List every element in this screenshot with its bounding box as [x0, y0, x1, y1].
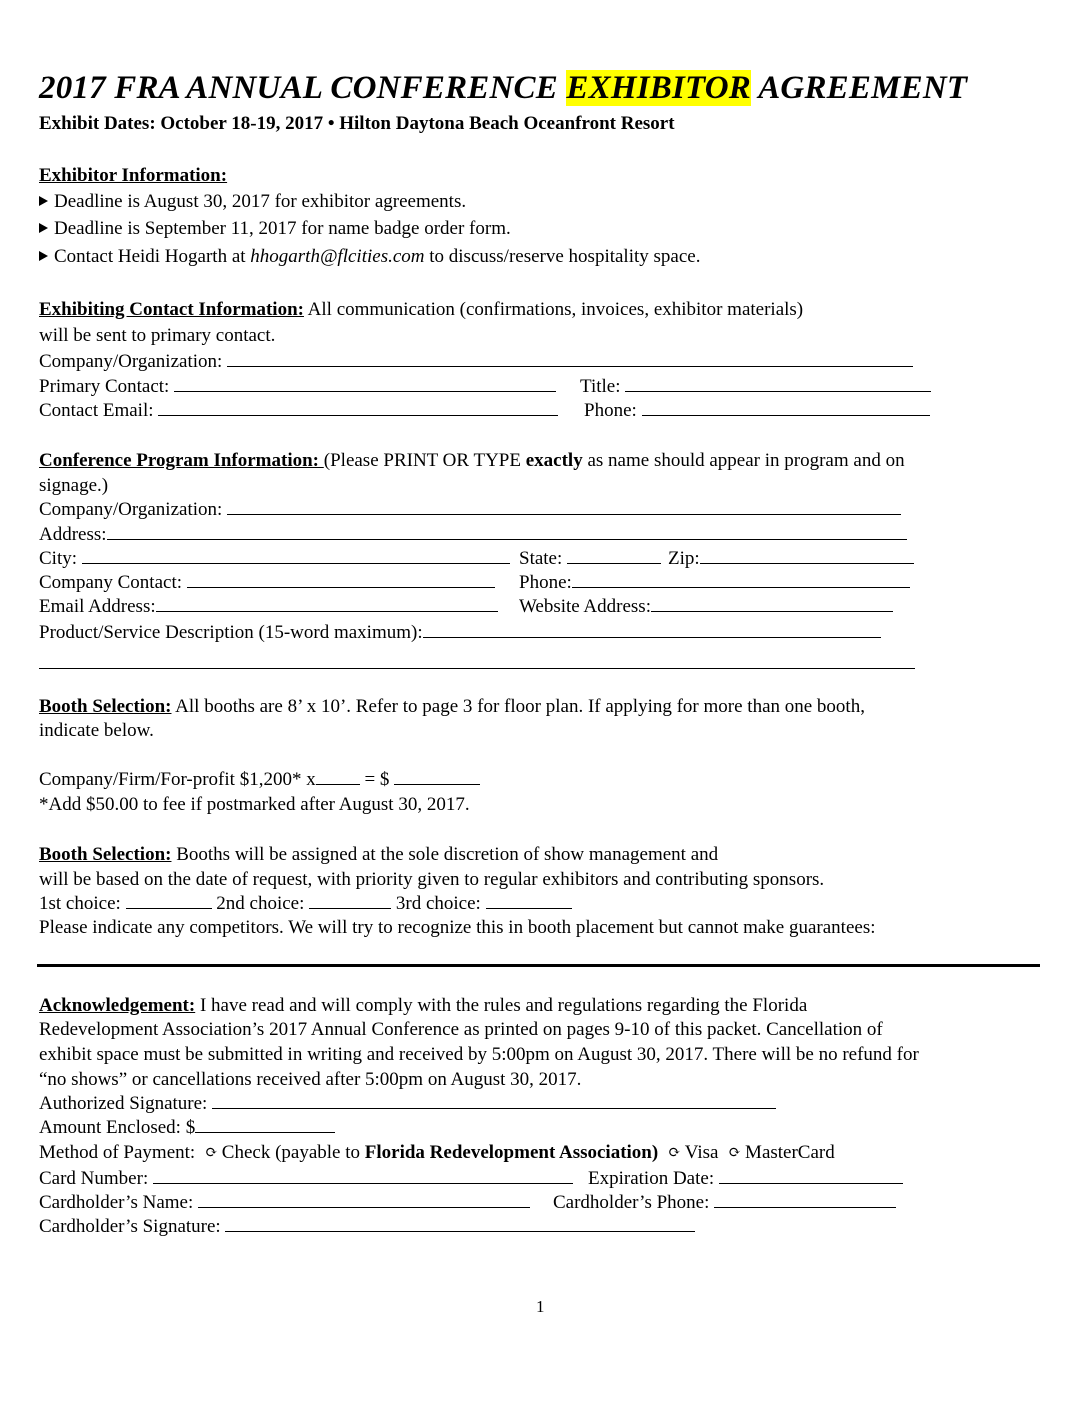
- deadline-item-1: Deadline is August 30, 2017 for exhibitor agreements.: [39, 192, 466, 211]
- acknowledgement-text-4: “no shows” or cancellations received after 5:00pm on August 30, 2017.: [39, 1069, 582, 1090]
- amount-enclosed-field[interactable]: Amount Enclosed: $: [39, 1118, 335, 1137]
- check-option-label[interactable]: Check (payable to Florida Redevelopment Association): [221, 1142, 659, 1163]
- booth-choice-heading: Booth Selection:: [39, 844, 172, 865]
- booth-choices-field[interactable]: 1st choice: 2nd choice: 3rd choice:: [39, 894, 572, 913]
- address-field[interactable]: Address:: [39, 525, 907, 544]
- page-subtitle: Exhibit Dates: October 18-19, 2017 • Hilton Daytona Beach Oceanfront Resort: [39, 113, 675, 134]
- arrow-bullet-icon: [39, 223, 48, 233]
- company-field[interactable]: Company/Organization:: [39, 352, 913, 371]
- acknowledgement-text-2: Redevelopment Association’s 2017 Annual Conference as printed on pages 9-10 of this packet. Cancellation of: [39, 1019, 883, 1040]
- authorized-signature-field[interactable]: Authorized Signature:: [39, 1094, 776, 1113]
- competitors-note: Please indicate any competitors. We will try to recognize this in booth placement but cannot make guarantees:: [39, 917, 876, 938]
- mastercard-option-icon[interactable]: ⟳: [728, 1145, 742, 1161]
- visa-option-label[interactable]: Visa: [684, 1142, 719, 1163]
- email-address-field[interactable]: Email Address:: [39, 597, 498, 616]
- exhibiting-contact-heading: Exhibiting Contact Information:: [39, 299, 304, 320]
- product-description-line-2[interactable]: [39, 654, 915, 673]
- card-number-field[interactable]: Card Number:: [39, 1169, 573, 1188]
- contact-email-field[interactable]: Contact Email:: [39, 401, 558, 420]
- contact-item: Contact Heidi Hogarth at hhogarth@flcities.com to discuss/reserve hospitality space.: [39, 247, 700, 266]
- website-field[interactable]: Website Address:: [519, 597, 893, 616]
- acknowledgement-heading: Acknowledgement:: [39, 995, 196, 1016]
- acknowledgement-text: Acknowledgement: I have read and will comply with the rules and regulations regarding the Florida: [39, 995, 808, 1016]
- booth-price-field[interactable]: Company/Firm/For-profit $1,200* x = $: [39, 770, 480, 789]
- mastercard-option-label[interactable]: MasterCard: [745, 1142, 835, 1163]
- cardholder-name-field[interactable]: Cardholder’s Name:: [39, 1193, 530, 1212]
- program-phone-field[interactable]: Phone:: [519, 573, 910, 592]
- program-company-field[interactable]: Company/Organization:: [39, 500, 901, 519]
- arrow-bullet-icon: [39, 251, 48, 261]
- booth-size-heading: Booth Selection:: [39, 696, 172, 717]
- title-highlight: EXHIBITOR: [566, 70, 751, 106]
- cardholder-phone-field[interactable]: Cardholder’s Phone:: [553, 1193, 896, 1212]
- booth-choice-text: Booth Selection: Booths will be assigned at the sole discretion of show management and: [39, 844, 719, 865]
- cardholder-signature-field[interactable]: Cardholder’s Signature:: [39, 1217, 695, 1236]
- exhibiting-contact-intro: Exhibiting Contact Information: All communication (confirmations, invoices, exhibitor materials): [39, 299, 804, 320]
- zip-field[interactable]: Zip:: [668, 549, 914, 568]
- company-contact-field[interactable]: Company Contact:: [39, 573, 495, 592]
- booth-choice-text-2: will be based on the date of request, with priority given to regular exhibitors and contributing sponsors.: [39, 869, 825, 890]
- exhibitor-info-heading: Exhibitor Information:: [39, 165, 228, 186]
- arrow-bullet-icon: [39, 196, 48, 206]
- program-info-intro: Conference Program Information: (Please PRINT OR TYPE exactly as name should appear in program and on: [39, 450, 905, 471]
- payment-method-row: Method of Payment: ⟳ Check (payable to Florida Redevelopment Association) ⟳ Visa ⟳ MasterCard: [39, 1142, 835, 1163]
- contact-email-link[interactable]: hhogarth@flcities.com: [250, 246, 425, 267]
- section-divider: [37, 964, 1040, 967]
- check-option-icon[interactable]: ⟳: [205, 1145, 218, 1161]
- deadline-item-2: Deadline is September 11, 2017 for name badge order form.: [39, 219, 511, 238]
- program-info-intro-2: signage.): [39, 475, 109, 496]
- phone-field[interactable]: Phone:: [584, 401, 930, 420]
- title-field[interactable]: Title:: [580, 377, 931, 396]
- primary-contact-field[interactable]: Primary Contact:: [39, 377, 556, 396]
- booth-size-text-2: indicate below.: [39, 720, 154, 741]
- visa-option-icon[interactable]: ⟳: [668, 1145, 681, 1161]
- exhibiting-contact-intro-2: will be sent to primary contact.: [39, 325, 276, 346]
- program-info-heading: Conference Program Information:: [39, 450, 324, 471]
- city-field[interactable]: City:: [39, 549, 510, 568]
- expiration-date-field[interactable]: Expiration Date:: [588, 1169, 903, 1188]
- late-fee-note: *Add $50.00 to fee if postmarked after August 30, 2017.: [39, 794, 470, 815]
- product-description-field[interactable]: Product/Service Description (15-word maximum):: [39, 623, 881, 642]
- page-number: 1: [536, 1297, 545, 1316]
- acknowledgement-text-3: exhibit space must be submitted in writing and received by 5:00pm on August 30, 2017. There will be no refund for: [39, 1044, 919, 1065]
- page-title: 2017 FRA ANNUAL CONFERENCE EXHIBITOR AGREEMENT: [39, 70, 968, 106]
- booth-size-text: Booth Selection: All booths are 8’ x 10’. Refer to page 3 for floor plan. If applying for more than one booth,: [39, 696, 865, 717]
- state-field[interactable]: State:: [519, 549, 661, 568]
